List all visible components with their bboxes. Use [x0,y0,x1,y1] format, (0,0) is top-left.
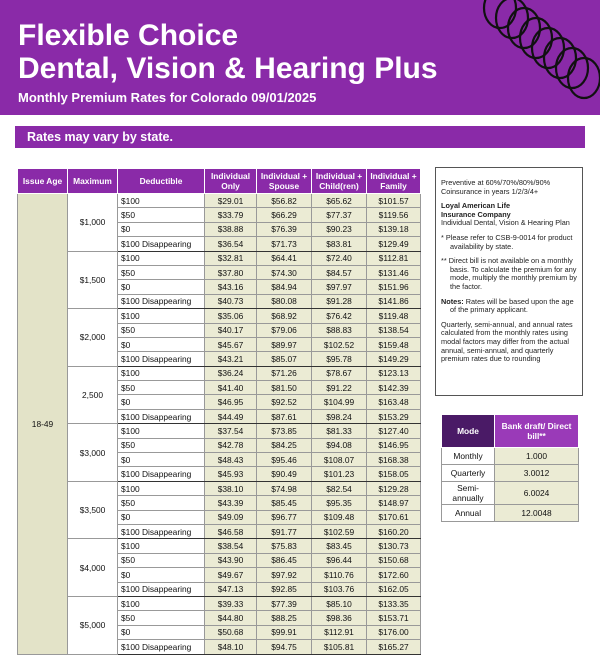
individual-children-cell: $72.40 [312,251,367,265]
individual-family-cell: $162.05 [367,582,421,596]
factor-cell: 1.000 [495,448,579,465]
individual-spouse-cell: $80.08 [257,294,312,308]
individual-only-cell: $29.01 [205,194,257,208]
factor-cell: 6.0024 [495,482,579,505]
individual-children-cell: $105.81 [312,640,367,654]
individual-spouse-cell: $81.50 [257,381,312,395]
availability-note: * Please refer to CSB-9-0014 for product availability by state. [441,232,573,251]
individual-family-cell: $163.48 [367,395,421,409]
deductible-cell: $100 [118,251,205,265]
individual-only-cell: $33.79 [205,208,257,222]
deductible-cell: $50 [118,496,205,510]
deductible-cell: $0 [118,510,205,524]
individual-spouse-cell: $97.92 [257,568,312,582]
individual-children-cell: $101.23 [312,467,367,481]
deductible-cell: $50 [118,265,205,279]
individual-children-cell: $104.99 [312,395,367,409]
table-row [18,596,421,610]
deductible-cell: $50 [118,381,205,395]
individual-spouse-cell: $76.39 [257,222,312,236]
modal-row [442,482,579,505]
individual-only-cell: $45.67 [205,337,257,351]
individual-spouse-cell: $86.45 [257,553,312,567]
deductible-cell: $0 [118,337,205,351]
individual-spouse-cell: $95.46 [257,453,312,467]
individual-only-cell: $48.10 [205,640,257,654]
maximum-cell: $1,500 [68,251,118,309]
individual-spouse-cell: $84.94 [257,280,312,294]
factor-cell: 3.0012 [495,465,579,482]
maximum-cell: $1,000 [68,194,118,252]
individual-family-cell: $149.29 [367,352,421,366]
individual-family-cell: $146.95 [367,438,421,452]
individual-children-cell: $102.52 [312,337,367,351]
deductible-cell: $100 [118,481,205,495]
maximum-cell: 2,500 [68,366,118,424]
individual-family-cell: $170.61 [367,510,421,524]
header-bank-draft: Bank draft/ Direct bill** [495,415,579,448]
individual-family-cell: $165.27 [367,640,421,654]
individual-spouse-cell: $74.98 [257,481,312,495]
individual-family-cell: $139.18 [367,222,421,236]
individual-only-cell: $36.24 [205,366,257,380]
individual-only-cell: $49.09 [205,510,257,524]
deductible-cell: $0 [118,625,205,639]
deductible-cell: $100 Disappearing [118,582,205,596]
individual-children-cell: $91.28 [312,294,367,308]
individual-family-cell: $148.97 [367,496,421,510]
notes-label: Notes: [441,296,464,306]
individual-children-cell: $83.45 [312,539,367,553]
individual-only-cell: $42.78 [205,438,257,452]
modal-factor-table [441,414,579,522]
individual-only-cell: $36.54 [205,237,257,251]
individual-only-cell: $38.54 [205,539,257,553]
coinsurance-text: Coinsurance in years 1/2/3/4+ [441,186,539,196]
deductible-cell: $0 [118,453,205,467]
individual-family-cell: $130.73 [367,539,421,553]
individual-family-cell: $129.28 [367,481,421,495]
age-note [441,298,577,315]
individual-only-cell: $47.13 [205,582,257,596]
individual-only-cell: $48.43 [205,453,257,467]
deductible-cell: $50 [118,553,205,567]
deductible-cell: $0 [118,395,205,409]
deductible-cell: $50 [118,208,205,222]
modal-row [442,505,579,522]
title-line-1: Flexible Choice [18,19,239,52]
individual-children-cell: $91.22 [312,381,367,395]
individual-only-cell: $44.80 [205,611,257,625]
company-info [441,202,577,228]
deductible-cell: $100 [118,596,205,610]
individual-family-cell: $141.86 [367,294,421,308]
subtitle: Monthly Premium Rates for Colorado 09/01/2025 [18,90,317,105]
mode-cell: Quarterly [442,465,495,482]
maximum-cell: $2,000 [68,309,118,367]
individual-children-cell: $78.67 [312,366,367,380]
individual-children-cell: $98.36 [312,611,367,625]
individual-only-cell: $45.93 [205,467,257,481]
company-name-line1: Loyal American Life [441,201,511,211]
individual-spouse-cell: $56.82 [257,194,312,208]
individual-family-cell: $119.48 [367,309,421,323]
individual-family-cell: $142.39 [367,381,421,395]
individual-children-cell: $85.10 [312,596,367,610]
individual-children-cell: $95.78 [312,352,367,366]
spiral-coil-icon [460,0,600,115]
individual-only-cell: $35.06 [205,309,257,323]
deductible-cell: $100 [118,366,205,380]
individual-family-cell: $101.57 [367,194,421,208]
header-mode: Mode [442,415,495,448]
individual-family-cell: $129.49 [367,237,421,251]
individual-family-cell: $112.81 [367,251,421,265]
individual-spouse-cell: $85.45 [257,496,312,510]
individual-only-cell: $41.40 [205,381,257,395]
individual-family-cell: $119.56 [367,208,421,222]
individual-spouse-cell: $68.92 [257,309,312,323]
modal-row [442,465,579,482]
individual-only-cell: $40.73 [205,294,257,308]
individual-family-cell: $176.00 [367,625,421,639]
individual-family-cell: $151.96 [367,280,421,294]
table-row [18,366,421,380]
individual-only-cell: $43.39 [205,496,257,510]
individual-children-cell: $96.44 [312,553,367,567]
rate-table [17,168,421,655]
deductible-cell: $100 [118,424,205,438]
deductible-cell: $100 Disappearing [118,467,205,481]
individual-only-cell: $32.81 [205,251,257,265]
individual-spouse-cell: $84.25 [257,438,312,452]
preventive-text: Preventive at 60%/70%/80%/90% [441,178,551,187]
mode-cell: Annual [442,505,495,522]
individual-only-cell: $50.68 [205,625,257,639]
individual-only-cell: $38.88 [205,222,257,236]
individual-children-cell: $103.76 [312,582,367,596]
individual-family-cell: $159.48 [367,337,421,351]
table-row [18,424,421,438]
individual-only-cell: $43.21 [205,352,257,366]
individual-only-cell: $38.10 [205,481,257,495]
individual-spouse-cell: $90.49 [257,467,312,481]
individual-only-cell: $46.95 [205,395,257,409]
individual-family-cell: $160.20 [367,524,421,538]
individual-children-cell: $102.59 [312,524,367,538]
maximum-cell: $3,500 [68,481,118,539]
individual-children-cell: $65.62 [312,194,367,208]
individual-spouse-cell: $87.61 [257,409,312,423]
header-individual-only: Individual Only [205,169,257,194]
individual-spouse-cell: $91.77 [257,524,312,538]
individual-spouse-cell: $96.77 [257,510,312,524]
deductible-cell: $100 [118,539,205,553]
individual-family-cell: $153.71 [367,611,421,625]
mode-cell: Semi-annually [442,482,495,505]
individual-children-cell: $98.24 [312,409,367,423]
individual-children-cell: $97.97 [312,280,367,294]
header-deductible: Deductible [118,169,205,194]
table-row [18,309,421,323]
individual-children-cell: $88.83 [312,323,367,337]
individual-children-cell: $90.23 [312,222,367,236]
deductible-cell: $0 [118,222,205,236]
individual-only-cell: $39.33 [205,596,257,610]
individual-only-cell: $37.80 [205,265,257,279]
deductible-cell: $0 [118,568,205,582]
individual-only-cell: $43.90 [205,553,257,567]
maximum-cell: $5,000 [68,596,118,654]
table-row [18,539,421,553]
individual-spouse-cell: $75.83 [257,539,312,553]
individual-children-cell: $94.08 [312,438,367,452]
individual-family-cell: $133.35 [367,596,421,610]
individual-spouse-cell: $71.26 [257,366,312,380]
modal-row [442,448,579,465]
modal-rounding-note: Quarterly, semi-annual, and annual rates calculated from the monthly rates using modal factors may differ from the actual annual, semi-annual, and quarterly premium rates due to rounding [441,319,573,364]
direct-bill-note: ** Direct bill is not available on a monthly basis. To calculate the premium for any mode, multiply the monthly premium by the factor. [441,256,577,291]
deductible-cell: $100 Disappearing [118,352,205,366]
notes-box [435,167,583,396]
individual-only-cell: $43.16 [205,280,257,294]
deductible-cell: $0 [118,280,205,294]
maximum-cell: $3,000 [68,424,118,482]
individual-children-cell: $110.76 [312,568,367,582]
deductible-cell: $100 Disappearing [118,524,205,538]
individual-family-cell: $168.38 [367,453,421,467]
individual-family-cell: $150.68 [367,553,421,567]
header-maximum: Maximum [68,169,118,194]
table-row [18,251,421,265]
title-line-2: Dental, Vision & Hearing Plus [18,52,438,85]
header-individual-spouse: Individual + Spouse [257,169,312,194]
individual-spouse-cell: $66.29 [257,208,312,222]
individual-children-cell: $95.35 [312,496,367,510]
notes-text: Rates will be based upon the age of the primary applicant. [450,296,574,315]
individual-only-cell: $49.67 [205,568,257,582]
individual-children-cell: $77.37 [312,208,367,222]
individual-spouse-cell: $94.75 [257,640,312,654]
modal-table-body [442,448,579,522]
individual-spouse-cell: $85.07 [257,352,312,366]
individual-family-cell: $158.05 [367,467,421,481]
individual-spouse-cell: $74.30 [257,265,312,279]
individual-only-cell: $40.17 [205,323,257,337]
individual-family-cell: $131.46 [367,265,421,279]
header-individual-family: Individual + Family [367,169,421,194]
deductible-cell: $100 [118,309,205,323]
individual-only-cell: $37.54 [205,424,257,438]
issue-age-cell: 18-49 [18,194,68,655]
individual-children-cell: $83.81 [312,237,367,251]
individual-spouse-cell: $64.41 [257,251,312,265]
individual-spouse-cell: $77.39 [257,596,312,610]
deductible-cell: $100 Disappearing [118,294,205,308]
individual-spouse-cell: $92.52 [257,395,312,409]
individual-family-cell: $153.29 [367,409,421,423]
individual-only-cell: $46.58 [205,524,257,538]
maximum-cell: $4,000 [68,539,118,597]
individual-spouse-cell: $73.85 [257,424,312,438]
header-individual-children: Individual + Child(ren) [312,169,367,194]
deductible-cell: $50 [118,438,205,452]
deductible-cell: $100 Disappearing [118,237,205,251]
individual-spouse-cell: $99.91 [257,625,312,639]
deductible-cell: $100 Disappearing [118,409,205,423]
individual-spouse-cell: $92.85 [257,582,312,596]
plan-name: Individual Dental, Vision & Hearing Plan [441,218,570,228]
deductible-cell: $50 [118,611,205,625]
individual-spouse-cell: $71.73 [257,237,312,251]
rate-table-body [18,194,421,655]
individual-children-cell: $108.07 [312,453,367,467]
individual-children-cell: $109.48 [312,510,367,524]
individual-family-cell: $172.60 [367,568,421,582]
coverage-summary [441,179,577,196]
individual-family-cell: $123.13 [367,366,421,380]
deductible-cell: $50 [118,323,205,337]
table-row [18,194,421,208]
individual-family-cell: $127.40 [367,424,421,438]
company-name-line2: Insurance Company [441,209,511,219]
individual-children-cell: $112.91 [312,625,367,639]
header-issue-age: Issue Age [18,169,68,194]
individual-children-cell: $81.33 [312,424,367,438]
deductible-cell: $100 [118,194,205,208]
factor-cell: 12.0048 [495,505,579,522]
deductible-cell: $100 Disappearing [118,640,205,654]
individual-only-cell: $44.49 [205,409,257,423]
mode-cell: Monthly [442,448,495,465]
rates-vary-banner: Rates may vary by state. [15,126,585,148]
individual-spouse-cell: $89.97 [257,337,312,351]
individual-family-cell: $138.54 [367,323,421,337]
individual-children-cell: $76.42 [312,309,367,323]
individual-spouse-cell: $88.25 [257,611,312,625]
table-row [18,481,421,495]
header-banner [0,0,600,115]
individual-spouse-cell: $79.06 [257,323,312,337]
individual-children-cell: $82.54 [312,481,367,495]
individual-children-cell: $84.57 [312,265,367,279]
